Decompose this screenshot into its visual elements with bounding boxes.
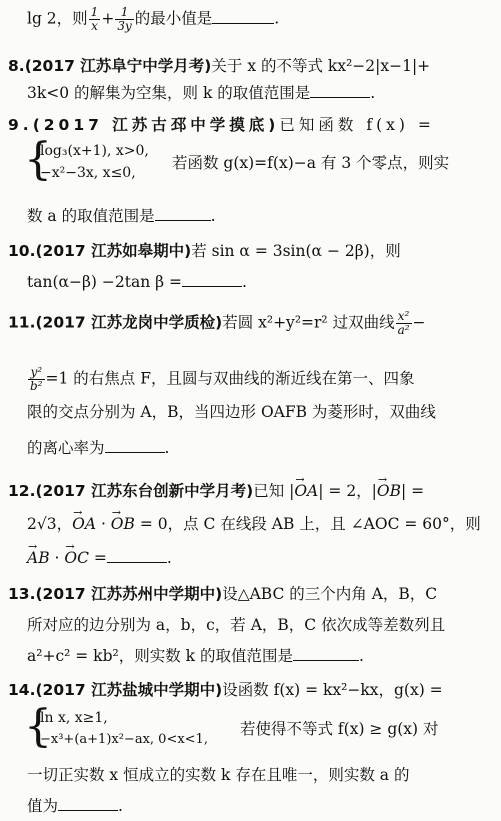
- question-11-line-2: $\frac{\text{y²}}{\text{b²}}$ =1 的右焦点 F，且圆与双曲线的渐近线在第一、四象: [30, 365, 415, 393]
- answer-blank[interactable]: [212, 11, 274, 24]
- question-11-line-1: 11.(2017 江苏龙岗中学质检)若圆 x²+y²=r² 过双曲线 $\frac{\text{x²}}{\text{a²}}$ −: [8, 309, 426, 337]
- piecewise-brace: {: [24, 701, 52, 752]
- q14-case-1: ln x, x≥1,: [40, 710, 108, 726]
- question-14-line-1: 14.(2017 江苏盐城中学期中)设函数 f(x) = kx²−kx，g(x) =: [8, 681, 443, 699]
- question-10-line-1: 10.(2017 江苏如皋期中)若 sin α = 3sin(α − 2β)，则: [8, 242, 401, 260]
- q9-case-1: log₃(x+1), x>0,: [40, 143, 149, 159]
- fraction-y2-over-b2: $\frac{\text{y²}}{\text{b²}}$: [30, 365, 43, 393]
- question-8-line-1: 8.(2017 江苏阜宁中学月考)关于 x 的不等式 kx²−2|x−1|+: [8, 57, 431, 75]
- answer-blank[interactable]: [293, 648, 359, 661]
- question-11-line-4: 的离心率为 .: [27, 439, 170, 457]
- fraction-x2-over-a2: $\frac{\text{x²}}{\text{a²}}$: [397, 309, 410, 337]
- answer-blank[interactable]: [107, 550, 167, 563]
- question-13-line-3: a²+c² = kb²，则实数 k 的取值范围是 .: [27, 647, 364, 665]
- question-10-line-2: tan(α−β) −2tan β = .: [27, 273, 247, 291]
- q7-tail: lg 2，则 $\frac{1}{x}$ + $\frac{1}{3y}$ 的最小值是 .: [27, 5, 280, 33]
- answer-blank[interactable]: [58, 798, 118, 811]
- question-13-line-2: 所对应的边分别为 a，b，c，若 A，B，C 依次成等差数列且: [27, 616, 446, 634]
- fraction-1-over-x: $\frac{1}{x}$: [90, 5, 99, 33]
- q9-case-2: −x²−3x, x≤0,: [40, 165, 136, 181]
- question-12-line-2: 2√3，→ OA · → OB = 0，点 C 在线段 AB 上，且 ∠AOC = 60°，则: [27, 513, 481, 535]
- question-12-line-1: 12.(2017 江苏东台创新中学月考)已知 |→ OA| = 2，|→ OB| =: [8, 480, 424, 502]
- question-9-line-3: 数 a 的取值范围是 .: [27, 207, 216, 225]
- question-14-line-3: 一切正实数 x 恒成立的实数 k 存在且唯一，则实数 a 的: [27, 766, 410, 784]
- answer-blank[interactable]: [155, 208, 211, 221]
- fraction-1-over-3y: $\frac{1}{3y}$: [117, 5, 132, 33]
- piecewise-brace: {: [24, 134, 52, 185]
- answer-blank[interactable]: [105, 440, 165, 453]
- question-13-line-1: 13.(2017 江苏苏州中学期中)设△ABC 的三个内角 A，B，C: [8, 585, 438, 603]
- question-9-line-1: 9.(2017 江苏古邳中学摸底)已知函数 f(x) =: [8, 116, 435, 134]
- answer-blank[interactable]: [182, 274, 242, 287]
- question-14-line-4: 值为 .: [27, 797, 123, 815]
- question-12-line-3: → AB · → OC = .: [27, 547, 172, 569]
- q14-case-2: −x³+(a+1)x²−ax, 0<x<1,: [40, 732, 208, 747]
- question-8-line-2: 3k<0 的解集为空集，则 k 的取值范围是 .: [27, 84, 376, 102]
- question-14-line-2: 若使得不等式 f(x) ≥ g(x) 对: [240, 720, 439, 738]
- answer-blank[interactable]: [310, 85, 370, 98]
- question-9-line-2: 若函数 g(x)=f(x)−a 有 3 个零点，则实: [172, 154, 450, 172]
- question-11-line-3: 限的交点分别为 A，B，当四边形 OAFB 为菱形时，双曲线: [27, 403, 436, 421]
